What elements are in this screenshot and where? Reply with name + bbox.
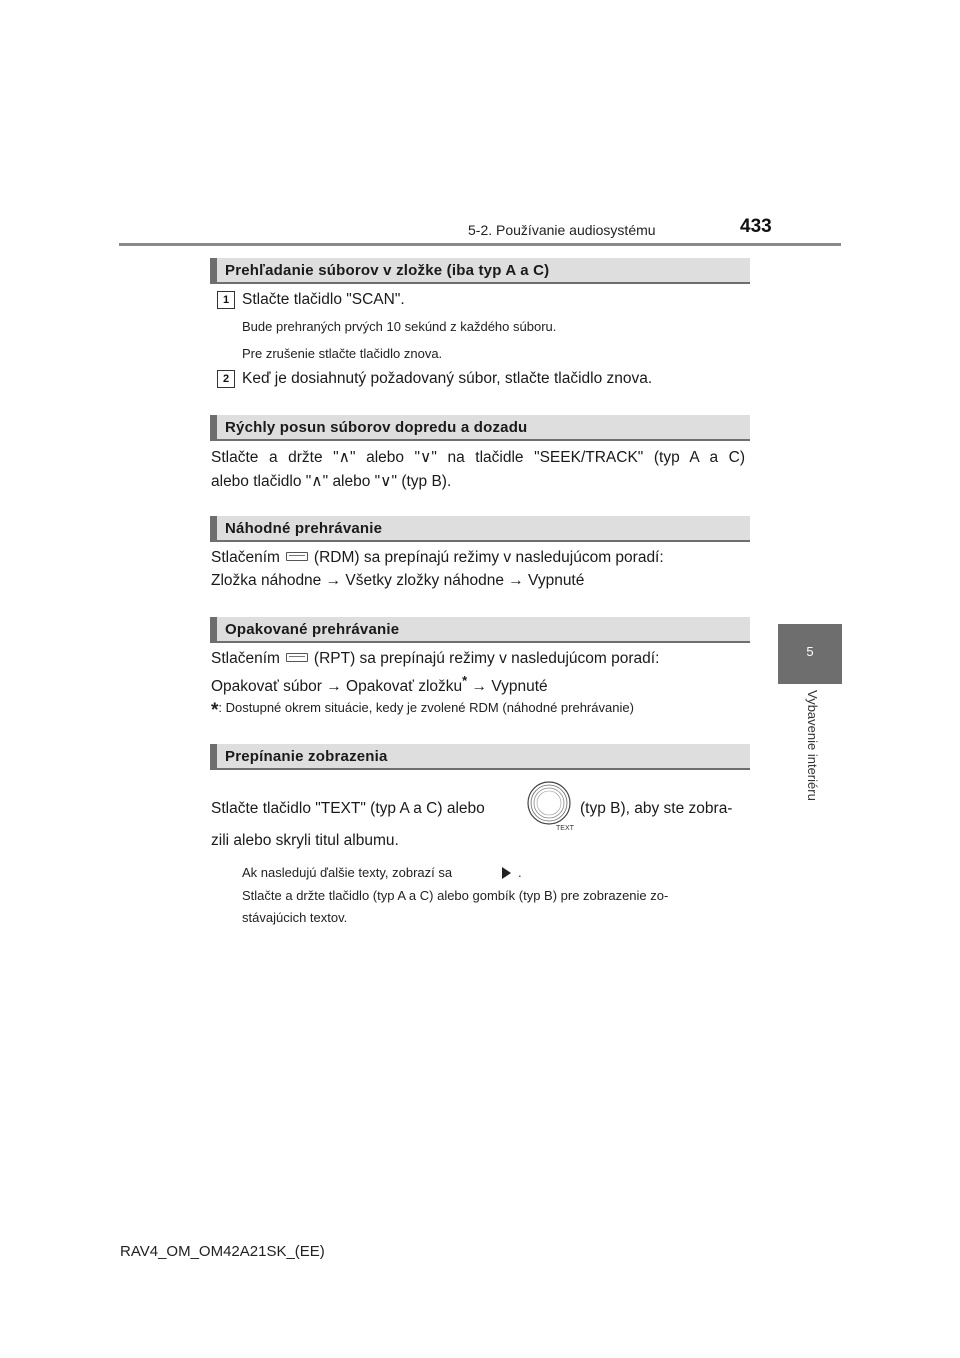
knob-label: TEXT (556, 825, 574, 832)
footnote-marker: * (462, 673, 468, 688)
display-note-2: Stlačte a držte tlačidlo (typ A a C) alebo gombík (typ B) pre zobrazenie zo- (242, 888, 669, 903)
footnote-star: * (211, 700, 219, 721)
random-text-line-1: Stlačením (RDM) sa prepínajú režimy v nasledujúcom poradí: (211, 549, 664, 566)
step-2-text: Keď je dosiahnutý požadovaný súbor, stlačte tlačidlo znova. (242, 370, 653, 387)
repeat-footnote: *: Dostupné okrem situácie, kedy je zvolené RDM (náhodné prehrávanie) (211, 700, 634, 721)
seek-text-line-2: alebo tlačidlo "∧" alebo "∨" (typ B). (211, 473, 452, 490)
page-number: 433 (740, 216, 772, 237)
display-note-3: stávajúcich textov. (242, 910, 348, 925)
document-code: RAV4_OM_OM42A21SK_(EE) (120, 1243, 325, 1260)
seek-text-line-1: Stlačte a držte "∧" alebo "∨" na tlačidle "SEEK/TRACK" (typ A a C) (211, 449, 745, 466)
display-note-1-left: Ak nasledujú ďalšie texty, zobrazí sa (242, 865, 453, 880)
rdm-button-icon (286, 552, 308, 561)
step-1-text: Stlačte tlačidlo "SCAN". (242, 291, 405, 308)
repeat-text-line-2: Opakovať súbor → Opakovať zložku* → Vypnuté (211, 673, 548, 696)
section-heading-repeat: Opakované prehrávanie (210, 617, 750, 643)
section-heading-display: Prepínanie zobrazenia (210, 744, 750, 770)
step-1-note-2: Pre zrušenie stlačte tlačidlo znova. (242, 346, 443, 361)
step-1-note-1: Bude prehraných prvých 10 sekúnd z každého súboru. (242, 319, 557, 334)
random-text-line-2: Zložka náhodne → Všetky zložky náhodne → Vypnuté (211, 572, 585, 589)
section-heading-scan: Prehľadanie súborov v zložke (iba typ A a C) (210, 258, 750, 284)
section-heading-random: Náhodné prehrávanie (210, 516, 750, 542)
section-heading-seek: Rýchly posun súborov dopredu a dozadu (210, 415, 750, 441)
text-knob-icon (522, 780, 578, 832)
chapter-tab (778, 624, 842, 684)
display-text-line-2: zili alebo skryli titul albumu. (211, 832, 399, 849)
play-arrow-icon (499, 866, 513, 880)
display-text-line-1-left: Stlačte tlačidlo "TEXT" (typ A a C) alebo (211, 800, 485, 817)
display-note-1-right: . (518, 865, 522, 880)
chapter-label: Vybavenie interiéru (805, 690, 820, 801)
header-section-title: 5-2. Používanie audiosystému (468, 222, 656, 238)
repeat-text-line-1: Stlačením (RPT) sa prepínajú režimy v nasledujúcom poradí: (211, 650, 660, 667)
step-number-1: 1 (217, 291, 235, 309)
rpt-button-icon (286, 653, 308, 662)
header-rule (119, 243, 841, 246)
chapter-number: 5 (806, 644, 814, 659)
step-number-2: 2 (217, 370, 235, 388)
display-text-line-1-right: (typ B), aby ste zobra- (580, 800, 733, 817)
